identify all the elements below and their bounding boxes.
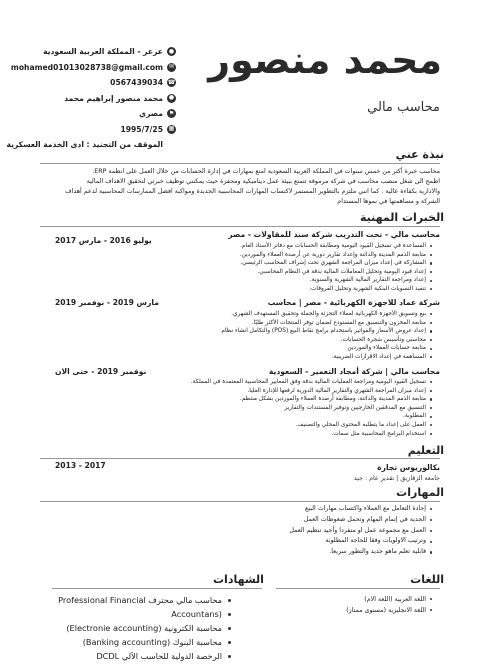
- list-item: إعداد عروض الأسعار والفواتير باستخدام برامج نقاط البيع (POS) والتكامل انشاء نظام: [102, 327, 432, 336]
- list-item: بيع وتسويق الأجهزة الكهربائية لعملاء التجزئة والجملة وتحقيق المستهدف الشهري.: [102, 310, 432, 319]
- languages-list: [346, 594, 432, 616]
- list-item: الجدية في إتمام المهام وتحمل ضغوطات العمل: [152, 515, 432, 526]
- list-item: إعداد ميزان المراجعة الشهري والتقارير المالية الدورية لرفعها للإدارة العليا.: [102, 387, 432, 396]
- certificates-list: [55, 593, 231, 663]
- list-item: وترتيب الاولويات وفقا للحاجة المطلوبة: [152, 536, 432, 547]
- list-item: متابعة المخزون والتنسيق مع المستودع لضمان توفر المنتجات الأكثر طلبًا.: [102, 319, 432, 328]
- job-bullets: [102, 310, 432, 362]
- job-title: شركة عماد للاجهزة الكهربائية - مصر | محاسب: [267, 298, 440, 307]
- about-divider: [40, 163, 440, 164]
- location-icon: ●: [168, 47, 175, 55]
- list-item: تسجيل القيود اليومية ومراجعة العمليات المالية بدقة وفق المعايير المحاسبية المعتمدة في المملكة.: [102, 378, 432, 387]
- skills-section-title: المهارات: [396, 486, 444, 499]
- education-school: جامعة الزقازيق | تقدير عام : جيد: [353, 475, 440, 482]
- skills-divider: [40, 501, 440, 502]
- job-date: مارس 2019 - نوفمبر 2019: [55, 298, 159, 307]
- candidate-job-title: محاسب مالي: [367, 100, 440, 115]
- education-section-title: التعليم: [407, 444, 444, 457]
- list-item: اللغة الانجليزية (مستوى ممتاز): [346, 605, 432, 616]
- flag-icon: ⚑: [168, 109, 175, 117]
- certificates-divider: [52, 588, 262, 589]
- skills-list: [152, 504, 432, 558]
- list-item: محاسبة البنوك (Banking accounting): [55, 635, 231, 649]
- contact-info: [0, 44, 176, 153]
- job-bullets: [102, 378, 432, 438]
- experience-section-title: الخبرات المهنية: [359, 211, 444, 224]
- contact-nationality: ⚑ مصري: [139, 109, 175, 119]
- contact-location: ● عرعر - المملكة العربية السعودية: [43, 47, 175, 57]
- list-item: (Accountans: [55, 607, 231, 621]
- list-item: العمل مع مجموعة عمل او منفردا وأجيد تنظيم العمل: [152, 526, 432, 537]
- languages-divider: [276, 588, 440, 589]
- contact-full-name: ● محمد منصور إبراهيم محمد: [64, 93, 175, 103]
- contact-birthdate: ▦ 1995/7/25: [120, 124, 175, 134]
- contact-phone[interactable]: ☎ 0567439034: [110, 78, 176, 88]
- list-item: إعداد ومراجعة التقارير المالية الشهرية والسنوية.: [102, 276, 432, 285]
- experience-divider: [40, 226, 440, 227]
- list-item: استخدام البرامج المحاسبية مثل سمات.: [102, 430, 432, 439]
- list-item: قابلية تعلم ماهو جديد والتطور سريعا.: [152, 547, 432, 558]
- contact-email[interactable]: ✉ mohamed01013028738@gmail.com: [10, 62, 175, 72]
- list-item: متابعة الذمم المدينة والدائنة وإعداد تقارير دورية عن أرصدة العملاء والموردين.: [102, 251, 432, 260]
- list-item: المطلوبة.: [102, 412, 432, 421]
- education-degree: بكالوريوس تجارة: [377, 463, 440, 472]
- list-item: إعداد قيود اليومية وتحليل المعاملات المالية بدقة في النظام المحاسبي.: [102, 268, 432, 277]
- person-icon: ●: [168, 94, 175, 102]
- about-section-title: نبذة عني: [395, 148, 444, 161]
- list-item: محاسبة الكترونية (Electronie accounting): [55, 621, 231, 635]
- list-item: إجادة التعامل مع العملاء واكتساب مهارات البيع: [152, 504, 432, 515]
- languages-section-title: اللغات: [410, 573, 444, 586]
- list-item: متابعة الذمم المدينة والدائنة، ومطابقة أرصدة العملاء والموردين بشكل منتظم.: [102, 395, 432, 404]
- calendar-icon: ▦: [168, 125, 175, 133]
- list-item: المساهمة في إعداد الاقرارات الضريبية.: [102, 353, 432, 362]
- education-divider: [40, 458, 440, 459]
- list-item: العمل على إعداد ما يتطلبه المحتوى المحلي والتصنيف.: [102, 421, 432, 430]
- list-item: المساعدة في تسجيل القيود اليومية ومطابقة الحسابات مع دفاتر الأستاذ العام.: [102, 242, 432, 251]
- candidate-name: محمد منصور: [208, 38, 442, 82]
- education-date: 2013 - 2017: [55, 461, 106, 470]
- list-item: متابعة حسابات العملاء والموردين: [102, 344, 432, 353]
- list-item: محاسب مالي محترف Professional Financial: [55, 593, 231, 607]
- list-item: اللغة العربية (اللغة الام): [346, 594, 432, 605]
- job-title: محاسب مالي - تحت التدريب شركة سند للمقاولات - مصر: [228, 230, 440, 239]
- phone-icon: ☎: [167, 78, 176, 86]
- list-item: تنفيذ التسويات البنكية الشهرية وتحليل الفروقات.: [102, 285, 432, 294]
- job-date: يوليو 2016 - مارس 2017: [55, 236, 152, 245]
- list-item: المشاركة في إعداد ميزان المراجعة الشهري تحت إشراف المحاسب الرئيسي.: [102, 259, 432, 268]
- email-icon: ✉: [168, 63, 175, 71]
- job-date: نوفمبر 2019 - حتى الان: [55, 367, 147, 376]
- list-item: التنسيق مع المدققين الخارجيين وتوفير المستندات والتقارير: [102, 404, 432, 413]
- job-bullets: [102, 242, 432, 294]
- list-item: الرخصة الدولية للحاسب الآلي DCDL: [55, 649, 231, 663]
- certificates-section-title: الشهادات: [213, 573, 264, 586]
- contact-military-status: الموقف من التجنيد : ادى الخدمة العسكرية: [6, 140, 163, 150]
- list-item: محاسبي وتأسيس شجرة الحسابات.: [102, 336, 432, 345]
- about-paragraph: محاسب خبرة أكثر من خمس سنوات في المملكة العربية السعودية امتع بمهارات في إدارة الحسابات من خلال العمل على انظمة ERP. اطمح الى شغل منصب محاسب في شركة مرموقة تتمتع ببيئة عمل ديناميكية ومحفزة حيث يمكنني توظيف خبرتي لتحقيق الاهداف المالية والادارية بكفاءة عالية . كما انني ملتزم بالتطوير المستمر لاكتساب المهارات المحاسبية الجديدة ومواكبة افضل الممارسات المحاسبية لدعم أهداف الشركة و مساهمتها في نموها المستدام: [65, 168, 440, 205]
- job-title: محاسب مالي | شركة أمجاد التعمير - السعودية: [268, 367, 440, 376]
